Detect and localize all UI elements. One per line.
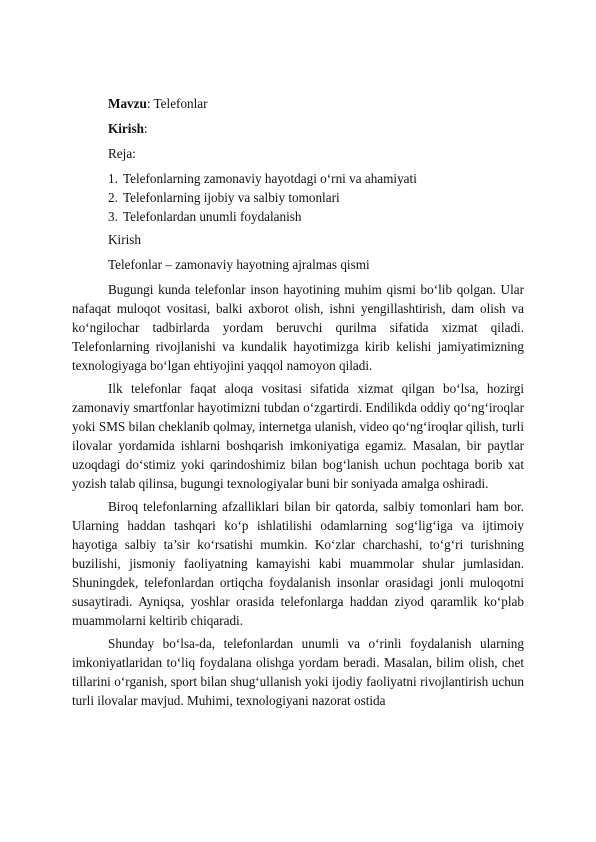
intro-line: [72, 119, 524, 138]
document-body: [72, 94, 524, 714]
plan-item-number: 3.: [108, 209, 118, 224]
plan-item-number: 1.: [108, 171, 118, 186]
plan-list: [72, 169, 524, 226]
subtitle: Telefonlar – zamonaviy hayotning ajralmas qismi: [108, 257, 370, 272]
plan-item: [108, 207, 524, 226]
intro-colon: :: [143, 121, 148, 136]
topic-line: [72, 94, 524, 113]
paragraph: Shunday bo‘lsa-da, telefonlardan unumli va o‘rinli foydalanish ularning imkoniyatlaridan to‘liq foydalana olishga yordam beradi. Masalan, bilim olish, chet tillarini o‘rganish, sport bilan shug‘ullanish yoki ijodiy faoliyatni rivojlantirish uchun turli ilovalar mavjud. Muhimi, texnologiyani nazorat ostida: [72, 636, 524, 708]
plan-item-number: 2.: [108, 190, 118, 205]
intro-label: Kirish: [108, 121, 144, 136]
plan-item: [108, 169, 524, 188]
paragraph: Biroq telefonlarning afzalliklari bilan bir qatorda, salbiy tomonlari ham bor. Ularning haddan tashqari ko‘p ishlatilishi odamlarning sog‘lig‘iga va ijtimoiy hayotiga salbiy ta’sir ko‘rsatishi mumkin. Ko‘zlar charchashi, to‘g‘ri turishning buzilishi, jismoniy faoliyatning kamayishi kabi muammolar shular jumlasidan. Shuningdek, telefonlardan ortiqcha foydalanish insonlar orasidagi jonli muloqotni susaytiradi. Ayniqsa, yoshlar orasida telefonlarga haddan ziyod qaramlik ko‘plab muammolarni keltirib chiqaradi.: [72, 499, 524, 628]
plan-item: [108, 188, 524, 207]
topic-value: : Telefonlar: [146, 96, 208, 111]
plan-item-text: Telefonlarning zamonaviy hayotdagi o‘rni va ahamiyati: [123, 171, 417, 186]
paragraph: Bugungi kunda telefonlar inson hayotining muhim qismi bo‘lib qolgan. Ular nafaqat muloqot vositasi, balki axborot olish, ishni yengillashtirish, dam olish va ko‘ngilochar tadbirlarda yordam beruvchi qurilma sifatida xizmat qiladi. Telefonlarning rivojlanishi va kundalik hayotimizga kirib kelishi jamiyatimizning texnologiyaga bo‘lgan ehtiyojini yaqqol namoyon qiladi.: [72, 282, 524, 373]
paragraph: Ilk telefonlar faqat aloqa vositasi sifatida xizmat qilgan bo‘lsa, hozirgi zamonaviy smartfonlar hayotimizni tubdan o‘zgartirdi. Endilikda oddiy qo‘ng‘iroqlar yoki SMS bilan cheklanib qolmay, internetga ulanish, video qo‘ng‘iroqlar qilish, turli ilovalar yordamida ishlarni boshqarish imkoniyatiga egamiz. Masalan, bir paytlar uzoqdagi do‘stimiz yoki qarindoshimiz bilan bog‘lanish uchun pochtaga borib xat yozish talab qilinsa, bugungi texnologiyalar buni bir soniyada amalga oshiradi.: [72, 381, 524, 491]
plan-item-text: Telefonlardan unumli foydalanish: [123, 209, 302, 224]
plan-item-text: Telefonlarning ijobiy va salbiy tomonlari: [123, 190, 340, 205]
intro-heading: Kirish: [108, 232, 141, 247]
plan-label: Reja:: [108, 146, 136, 161]
topic-label: Mavzu: [108, 96, 147, 111]
